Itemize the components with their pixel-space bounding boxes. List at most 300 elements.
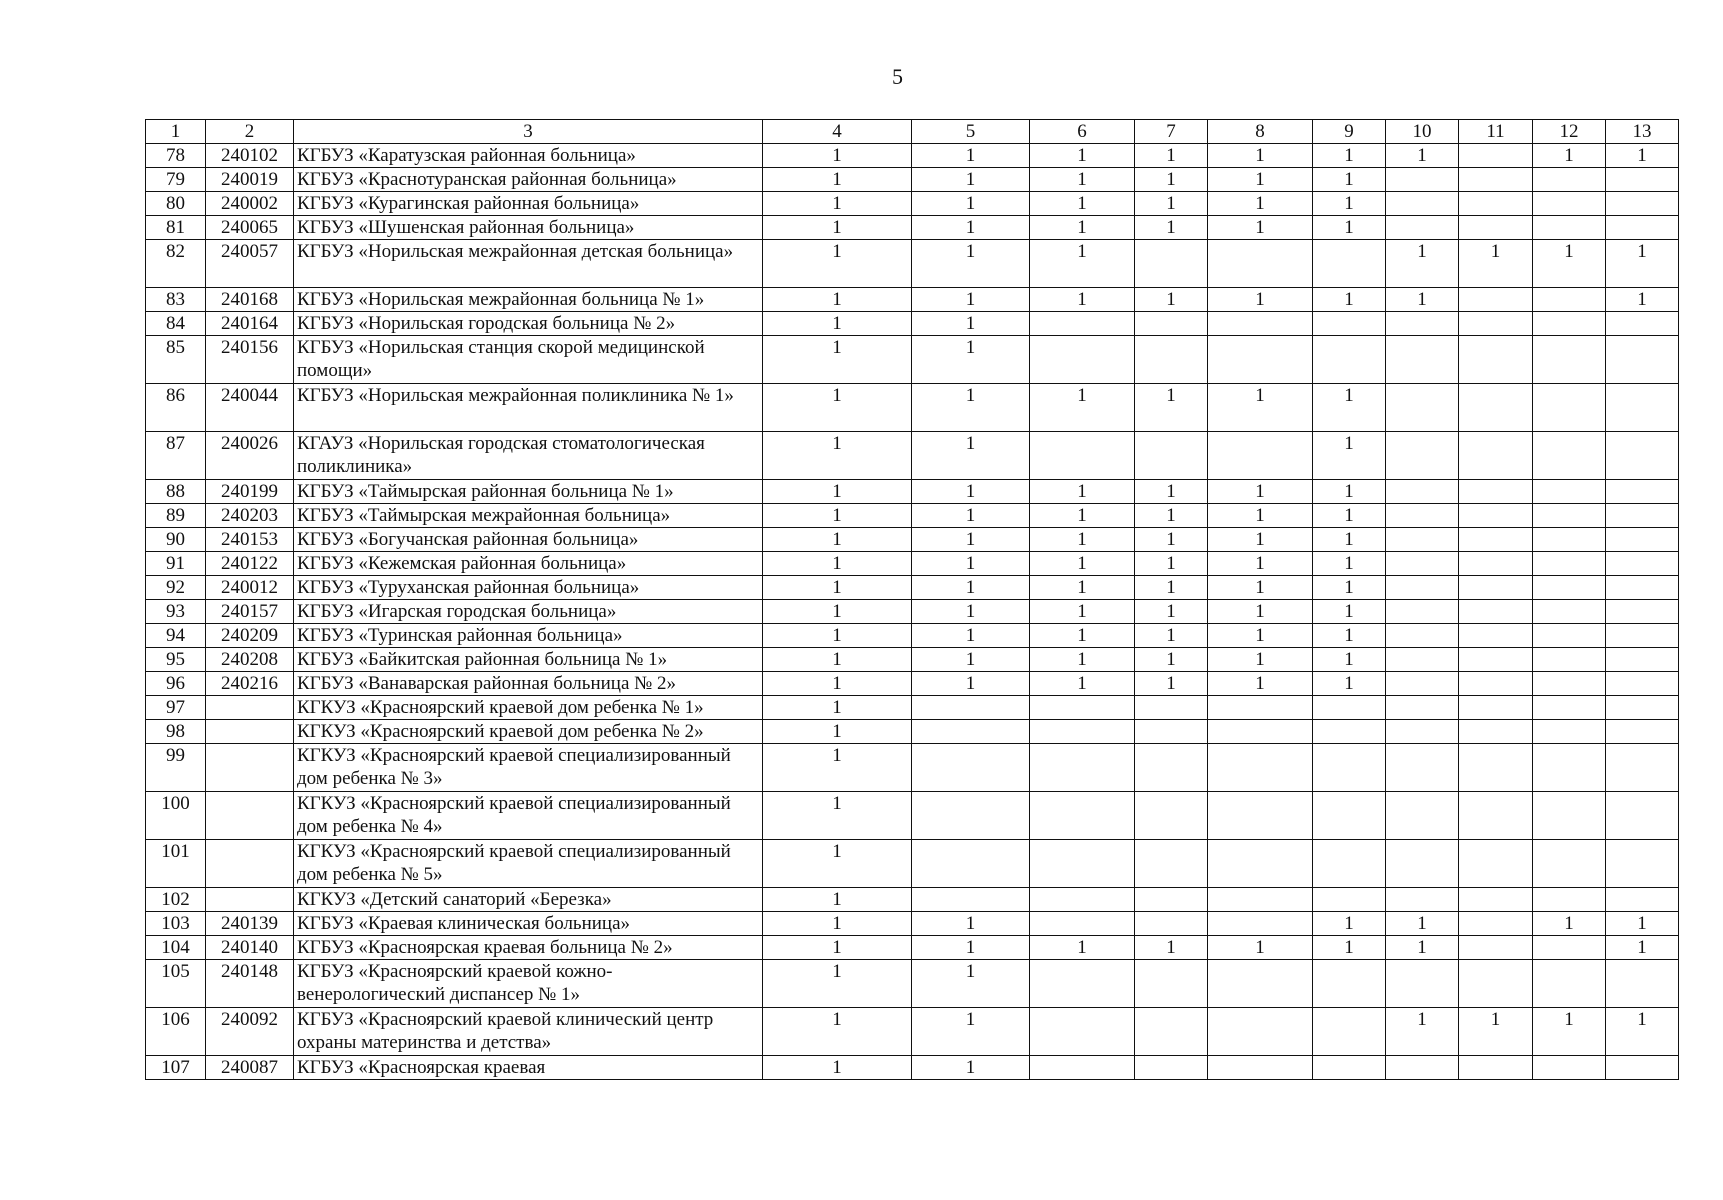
mark-cell: 1 <box>1135 384 1208 432</box>
mark-cell: 1 <box>1313 600 1386 624</box>
row-number-cell: 102 <box>146 888 206 912</box>
mark-cell <box>1135 960 1208 1008</box>
mark-cell <box>1208 840 1313 888</box>
mark-cell <box>1386 960 1459 1008</box>
mark-cell: 1 <box>1030 504 1135 528</box>
mark-cell: 1 <box>763 792 912 840</box>
code-cell <box>206 744 294 792</box>
mark-cell <box>1606 1056 1679 1080</box>
mark-cell <box>1208 1008 1313 1056</box>
mark-cell: 1 <box>1135 216 1208 240</box>
mark-cell <box>1208 240 1313 288</box>
mark-cell: 1 <box>912 624 1030 648</box>
code-cell: 240002 <box>206 192 294 216</box>
code-cell: 240044 <box>206 384 294 432</box>
mark-cell: 1 <box>1135 936 1208 960</box>
mark-cell: 1 <box>1313 624 1386 648</box>
code-cell: 240216 <box>206 672 294 696</box>
row-number-cell: 86 <box>146 384 206 432</box>
mark-cell <box>1208 960 1313 1008</box>
table-row <box>146 576 1679 600</box>
code-cell: 240139 <box>206 912 294 936</box>
code-cell: 240199 <box>206 480 294 504</box>
mark-cell: 1 <box>1030 288 1135 312</box>
mark-cell: 1 <box>1208 144 1313 168</box>
mark-cell <box>1606 336 1679 384</box>
mark-cell <box>1459 144 1533 168</box>
mark-cell <box>1208 720 1313 744</box>
code-cell: 240156 <box>206 336 294 384</box>
mark-cell: 1 <box>763 216 912 240</box>
mark-cell: 1 <box>1030 216 1135 240</box>
table-body <box>146 144 1679 1080</box>
code-cell: 240026 <box>206 432 294 480</box>
mark-cell: 1 <box>912 600 1030 624</box>
mark-cell <box>912 792 1030 840</box>
mark-cell <box>1533 936 1606 960</box>
row-number-cell: 84 <box>146 312 206 336</box>
header-cell: 7 <box>1135 120 1208 144</box>
mark-cell: 1 <box>1135 480 1208 504</box>
table-row <box>146 504 1679 528</box>
mark-cell <box>1533 576 1606 600</box>
table-row <box>146 840 1679 888</box>
mark-cell <box>1208 696 1313 720</box>
header-cell: 1 <box>146 120 206 144</box>
mark-cell <box>1030 696 1135 720</box>
mark-cell <box>1533 504 1606 528</box>
mark-cell: 1 <box>1030 624 1135 648</box>
row-number-cell: 80 <box>146 192 206 216</box>
mark-cell <box>1533 432 1606 480</box>
table-row <box>146 936 1679 960</box>
mark-cell: 1 <box>763 240 912 288</box>
mark-cell <box>1459 624 1533 648</box>
mark-cell: 1 <box>912 1008 1030 1056</box>
mark-cell: 1 <box>912 240 1030 288</box>
row-number-cell: 88 <box>146 480 206 504</box>
table-row <box>146 552 1679 576</box>
mark-cell <box>1606 744 1679 792</box>
code-cell <box>206 792 294 840</box>
mark-cell <box>1459 672 1533 696</box>
row-number-cell: 91 <box>146 552 206 576</box>
table-row <box>146 528 1679 552</box>
header-cell: 11 <box>1459 120 1533 144</box>
mark-cell <box>1533 384 1606 432</box>
mark-cell <box>1606 648 1679 672</box>
mark-cell <box>1135 840 1208 888</box>
mark-cell <box>1386 528 1459 552</box>
mark-cell: 1 <box>763 336 912 384</box>
institution-name-cell: КГБУЗ «Красноярская краевая больница № 2» <box>294 936 763 960</box>
mark-cell: 1 <box>1459 1008 1533 1056</box>
mark-cell <box>1459 960 1533 1008</box>
mark-cell <box>912 840 1030 888</box>
code-cell <box>206 888 294 912</box>
institution-name-cell: КГБУЗ «Игарская городская больница» <box>294 600 763 624</box>
mark-cell <box>1030 888 1135 912</box>
mark-cell: 1 <box>763 888 912 912</box>
mark-cell <box>1606 504 1679 528</box>
table-row <box>146 384 1679 432</box>
code-cell: 240208 <box>206 648 294 672</box>
table-row <box>146 192 1679 216</box>
institution-name-cell: КГКУЗ «Детский санаторий «Березка» <box>294 888 763 912</box>
mark-cell <box>1386 168 1459 192</box>
code-cell <box>206 840 294 888</box>
mark-cell: 1 <box>912 288 1030 312</box>
mark-cell <box>1533 840 1606 888</box>
mark-cell <box>1459 432 1533 480</box>
mark-cell <box>1386 672 1459 696</box>
mark-cell: 1 <box>763 696 912 720</box>
code-cell: 240012 <box>206 576 294 600</box>
table-row <box>146 432 1679 480</box>
row-number-cell: 99 <box>146 744 206 792</box>
mark-cell: 1 <box>1313 576 1386 600</box>
mark-cell <box>1606 888 1679 912</box>
mark-cell: 1 <box>1208 216 1313 240</box>
mark-cell: 1 <box>1313 192 1386 216</box>
mark-cell: 1 <box>1135 528 1208 552</box>
mark-cell: 1 <box>1030 240 1135 288</box>
mark-cell: 1 <box>1606 288 1679 312</box>
header-cell: 9 <box>1313 120 1386 144</box>
mark-cell <box>1135 240 1208 288</box>
table-row <box>146 720 1679 744</box>
mark-cell <box>1533 960 1606 1008</box>
institution-name-cell: КГБУЗ «Байкитская районная больница № 1» <box>294 648 763 672</box>
mark-cell: 1 <box>1135 600 1208 624</box>
mark-cell: 1 <box>1533 1008 1606 1056</box>
mark-cell <box>1533 672 1606 696</box>
mark-cell <box>1313 744 1386 792</box>
mark-cell <box>1135 744 1208 792</box>
mark-cell: 1 <box>763 720 912 744</box>
mark-cell: 1 <box>763 168 912 192</box>
mark-cell <box>1459 936 1533 960</box>
mark-cell: 1 <box>912 336 1030 384</box>
mark-cell <box>1135 1008 1208 1056</box>
mark-cell: 1 <box>1313 912 1386 936</box>
mark-cell <box>1606 216 1679 240</box>
mark-cell <box>1459 528 1533 552</box>
mark-cell <box>1459 288 1533 312</box>
mark-cell <box>1459 888 1533 912</box>
row-number-cell: 105 <box>146 960 206 1008</box>
mark-cell <box>1606 432 1679 480</box>
mark-cell: 1 <box>912 1056 1030 1080</box>
table-row <box>146 744 1679 792</box>
header-cell: 12 <box>1533 120 1606 144</box>
institutions-table <box>145 119 1679 1080</box>
header-cell: 5 <box>912 120 1030 144</box>
mark-cell <box>1533 552 1606 576</box>
mark-cell <box>1386 840 1459 888</box>
mark-cell: 1 <box>912 504 1030 528</box>
mark-cell <box>1533 792 1606 840</box>
institution-name-cell: КГБУЗ «Кежемская районная больница» <box>294 552 763 576</box>
mark-cell <box>1606 384 1679 432</box>
mark-cell <box>912 888 1030 912</box>
mark-cell: 1 <box>1386 912 1459 936</box>
mark-cell <box>1459 504 1533 528</box>
mark-cell: 1 <box>912 912 1030 936</box>
header-cell: 2 <box>206 120 294 144</box>
mark-cell: 1 <box>1030 144 1135 168</box>
mark-cell: 1 <box>1135 552 1208 576</box>
mark-cell <box>1606 960 1679 1008</box>
mark-cell: 1 <box>1030 168 1135 192</box>
mark-cell <box>1533 528 1606 552</box>
row-number-cell: 103 <box>146 912 206 936</box>
mark-cell: 1 <box>763 1008 912 1056</box>
row-number-cell: 96 <box>146 672 206 696</box>
mark-cell: 1 <box>1030 480 1135 504</box>
mark-cell <box>1386 600 1459 624</box>
mark-cell <box>1208 432 1313 480</box>
row-number-cell: 100 <box>146 792 206 840</box>
mark-cell: 1 <box>763 432 912 480</box>
mark-cell: 1 <box>763 960 912 1008</box>
mark-cell <box>1313 960 1386 1008</box>
mark-cell: 1 <box>763 312 912 336</box>
row-number-cell: 97 <box>146 696 206 720</box>
mark-cell: 1 <box>912 144 1030 168</box>
mark-cell: 1 <box>1135 144 1208 168</box>
mark-cell <box>1459 192 1533 216</box>
mark-cell: 1 <box>912 312 1030 336</box>
mark-cell: 1 <box>763 480 912 504</box>
table-row <box>146 480 1679 504</box>
institution-name-cell: КГБУЗ «Норильская межрайонная поликлиника № 1» <box>294 384 763 432</box>
mark-cell: 1 <box>1459 240 1533 288</box>
mark-cell <box>1030 312 1135 336</box>
mark-cell <box>1313 312 1386 336</box>
row-number-cell: 107 <box>146 1056 206 1080</box>
mark-cell: 1 <box>1135 288 1208 312</box>
institution-name-cell: КГКУЗ «Красноярский краевой специализированный дом ребенка № 5» <box>294 840 763 888</box>
mark-cell <box>1135 912 1208 936</box>
mark-cell <box>1208 888 1313 912</box>
mark-cell: 1 <box>1208 624 1313 648</box>
mark-cell: 1 <box>763 528 912 552</box>
mark-cell: 1 <box>763 648 912 672</box>
mark-cell <box>1135 888 1208 912</box>
mark-cell <box>1135 336 1208 384</box>
mark-cell: 1 <box>1386 936 1459 960</box>
mark-cell <box>1313 792 1386 840</box>
mark-cell <box>1533 312 1606 336</box>
table-row <box>146 600 1679 624</box>
mark-cell <box>1030 960 1135 1008</box>
header-cell: 3 <box>294 120 763 144</box>
mark-cell <box>1533 480 1606 504</box>
code-cell: 240164 <box>206 312 294 336</box>
mark-cell: 1 <box>1135 504 1208 528</box>
mark-cell <box>1135 792 1208 840</box>
mark-cell: 1 <box>1386 1008 1459 1056</box>
mark-cell: 1 <box>1533 240 1606 288</box>
table-row <box>146 312 1679 336</box>
institution-name-cell: КГБУЗ «Норильская станция скорой медицинской помощи» <box>294 336 763 384</box>
mark-cell: 1 <box>1208 168 1313 192</box>
mark-cell: 1 <box>763 840 912 888</box>
code-cell: 240153 <box>206 528 294 552</box>
mark-cell: 1 <box>763 600 912 624</box>
mark-cell: 1 <box>912 552 1030 576</box>
table-row <box>146 1008 1679 1056</box>
mark-cell <box>1313 240 1386 288</box>
mark-cell <box>1606 576 1679 600</box>
row-number-cell: 94 <box>146 624 206 648</box>
mark-cell: 1 <box>1313 216 1386 240</box>
mark-cell: 1 <box>912 432 1030 480</box>
mark-cell <box>1533 1056 1606 1080</box>
mark-cell <box>1606 600 1679 624</box>
mark-cell <box>1459 552 1533 576</box>
mark-cell: 1 <box>912 936 1030 960</box>
mark-cell <box>1459 912 1533 936</box>
table-row <box>146 288 1679 312</box>
mark-cell: 1 <box>1030 672 1135 696</box>
mark-cell: 1 <box>1533 912 1606 936</box>
mark-cell <box>1459 792 1533 840</box>
table-row <box>146 336 1679 384</box>
mark-cell <box>1533 192 1606 216</box>
mark-cell: 1 <box>1208 600 1313 624</box>
mark-cell: 1 <box>1030 528 1135 552</box>
mark-cell <box>1459 168 1533 192</box>
code-cell: 240209 <box>206 624 294 648</box>
mark-cell <box>1208 744 1313 792</box>
mark-cell: 1 <box>763 288 912 312</box>
mark-cell <box>1459 720 1533 744</box>
mark-cell <box>1208 336 1313 384</box>
mark-cell: 1 <box>912 672 1030 696</box>
mark-cell <box>1459 312 1533 336</box>
row-number-cell: 106 <box>146 1008 206 1056</box>
mark-cell <box>1533 216 1606 240</box>
mark-cell <box>1533 168 1606 192</box>
institution-name-cell: КГКУЗ «Красноярский краевой специализированный дом ребенка № 4» <box>294 792 763 840</box>
code-cell: 240122 <box>206 552 294 576</box>
row-number-cell: 87 <box>146 432 206 480</box>
code-cell: 240019 <box>206 168 294 192</box>
mark-cell <box>912 696 1030 720</box>
mark-cell: 1 <box>1135 624 1208 648</box>
mark-cell <box>1386 432 1459 480</box>
table-row <box>146 144 1679 168</box>
header-cell: 13 <box>1606 120 1679 144</box>
mark-cell <box>1030 432 1135 480</box>
code-cell: 240065 <box>206 216 294 240</box>
table-row <box>146 624 1679 648</box>
mark-cell: 1 <box>763 624 912 648</box>
mark-cell <box>1459 1056 1533 1080</box>
mark-cell <box>1533 696 1606 720</box>
institution-name-cell: КГБУЗ «Краснотуранская районная больница» <box>294 168 763 192</box>
code-cell: 240087 <box>206 1056 294 1080</box>
mark-cell <box>1606 480 1679 504</box>
institution-name-cell: КГКУЗ «Красноярский краевой специализированный дом ребенка № 3» <box>294 744 763 792</box>
institution-name-cell: КГБУЗ «Норильская межрайонная детская больница» <box>294 240 763 288</box>
institution-name-cell: КГБУЗ «Ванаварская районная больница № 2» <box>294 672 763 696</box>
table-row <box>146 216 1679 240</box>
mark-cell: 1 <box>763 144 912 168</box>
mark-cell <box>1313 336 1386 384</box>
mark-cell <box>1386 696 1459 720</box>
mark-cell: 1 <box>1313 432 1386 480</box>
mark-cell: 1 <box>1135 576 1208 600</box>
mark-cell: 1 <box>1208 648 1313 672</box>
mark-cell: 1 <box>1313 504 1386 528</box>
mark-cell: 1 <box>1386 240 1459 288</box>
mark-cell <box>1208 792 1313 840</box>
mark-cell: 1 <box>1606 240 1679 288</box>
mark-cell <box>1386 480 1459 504</box>
mark-cell <box>1386 720 1459 744</box>
mark-cell: 1 <box>763 384 912 432</box>
institution-name-cell: КГАУЗ «Норильская городская стоматологическая поликлиника» <box>294 432 763 480</box>
institution-name-cell: КГБУЗ «Таймырская межрайонная больница» <box>294 504 763 528</box>
mark-cell: 1 <box>1030 552 1135 576</box>
institution-name-cell: КГБУЗ «Богучанская районная больница» <box>294 528 763 552</box>
mark-cell <box>1313 888 1386 912</box>
mark-cell <box>1459 840 1533 888</box>
mark-cell: 1 <box>912 384 1030 432</box>
institution-name-cell: КГБУЗ «Красноярский краевой кожно-венерологический диспансер № 1» <box>294 960 763 1008</box>
mark-cell <box>1606 720 1679 744</box>
row-number-cell: 83 <box>146 288 206 312</box>
mark-cell <box>1606 840 1679 888</box>
mark-cell <box>1030 840 1135 888</box>
mark-cell <box>912 720 1030 744</box>
mark-cell <box>1030 744 1135 792</box>
mark-cell: 1 <box>763 912 912 936</box>
mark-cell: 1 <box>1313 168 1386 192</box>
row-number-cell: 104 <box>146 936 206 960</box>
mark-cell <box>1533 744 1606 792</box>
row-number-cell: 85 <box>146 336 206 384</box>
mark-cell <box>1386 552 1459 576</box>
mark-cell <box>1386 504 1459 528</box>
table-row <box>146 240 1679 288</box>
mark-cell: 1 <box>1313 144 1386 168</box>
mark-cell <box>1533 648 1606 672</box>
mark-cell: 1 <box>1208 288 1313 312</box>
mark-cell: 1 <box>1030 936 1135 960</box>
mark-cell: 1 <box>1386 144 1459 168</box>
mark-cell: 1 <box>1135 672 1208 696</box>
institution-name-cell: КГКУЗ «Красноярский краевой дом ребенка № 2» <box>294 720 763 744</box>
table-row <box>146 168 1679 192</box>
mark-cell <box>1386 648 1459 672</box>
mark-cell: 1 <box>1030 192 1135 216</box>
code-cell <box>206 720 294 744</box>
mark-cell <box>1386 576 1459 600</box>
row-number-cell: 82 <box>146 240 206 288</box>
mark-cell <box>1533 720 1606 744</box>
institution-name-cell: КГБУЗ «Шушенская районная больница» <box>294 216 763 240</box>
institution-name-cell: КГБУЗ «Красноярский краевой клинический центр охраны материнства и детства» <box>294 1008 763 1056</box>
mark-cell <box>1606 552 1679 576</box>
mark-cell <box>1030 720 1135 744</box>
mark-cell <box>1313 1056 1386 1080</box>
mark-cell <box>1533 288 1606 312</box>
mark-cell: 1 <box>1606 144 1679 168</box>
